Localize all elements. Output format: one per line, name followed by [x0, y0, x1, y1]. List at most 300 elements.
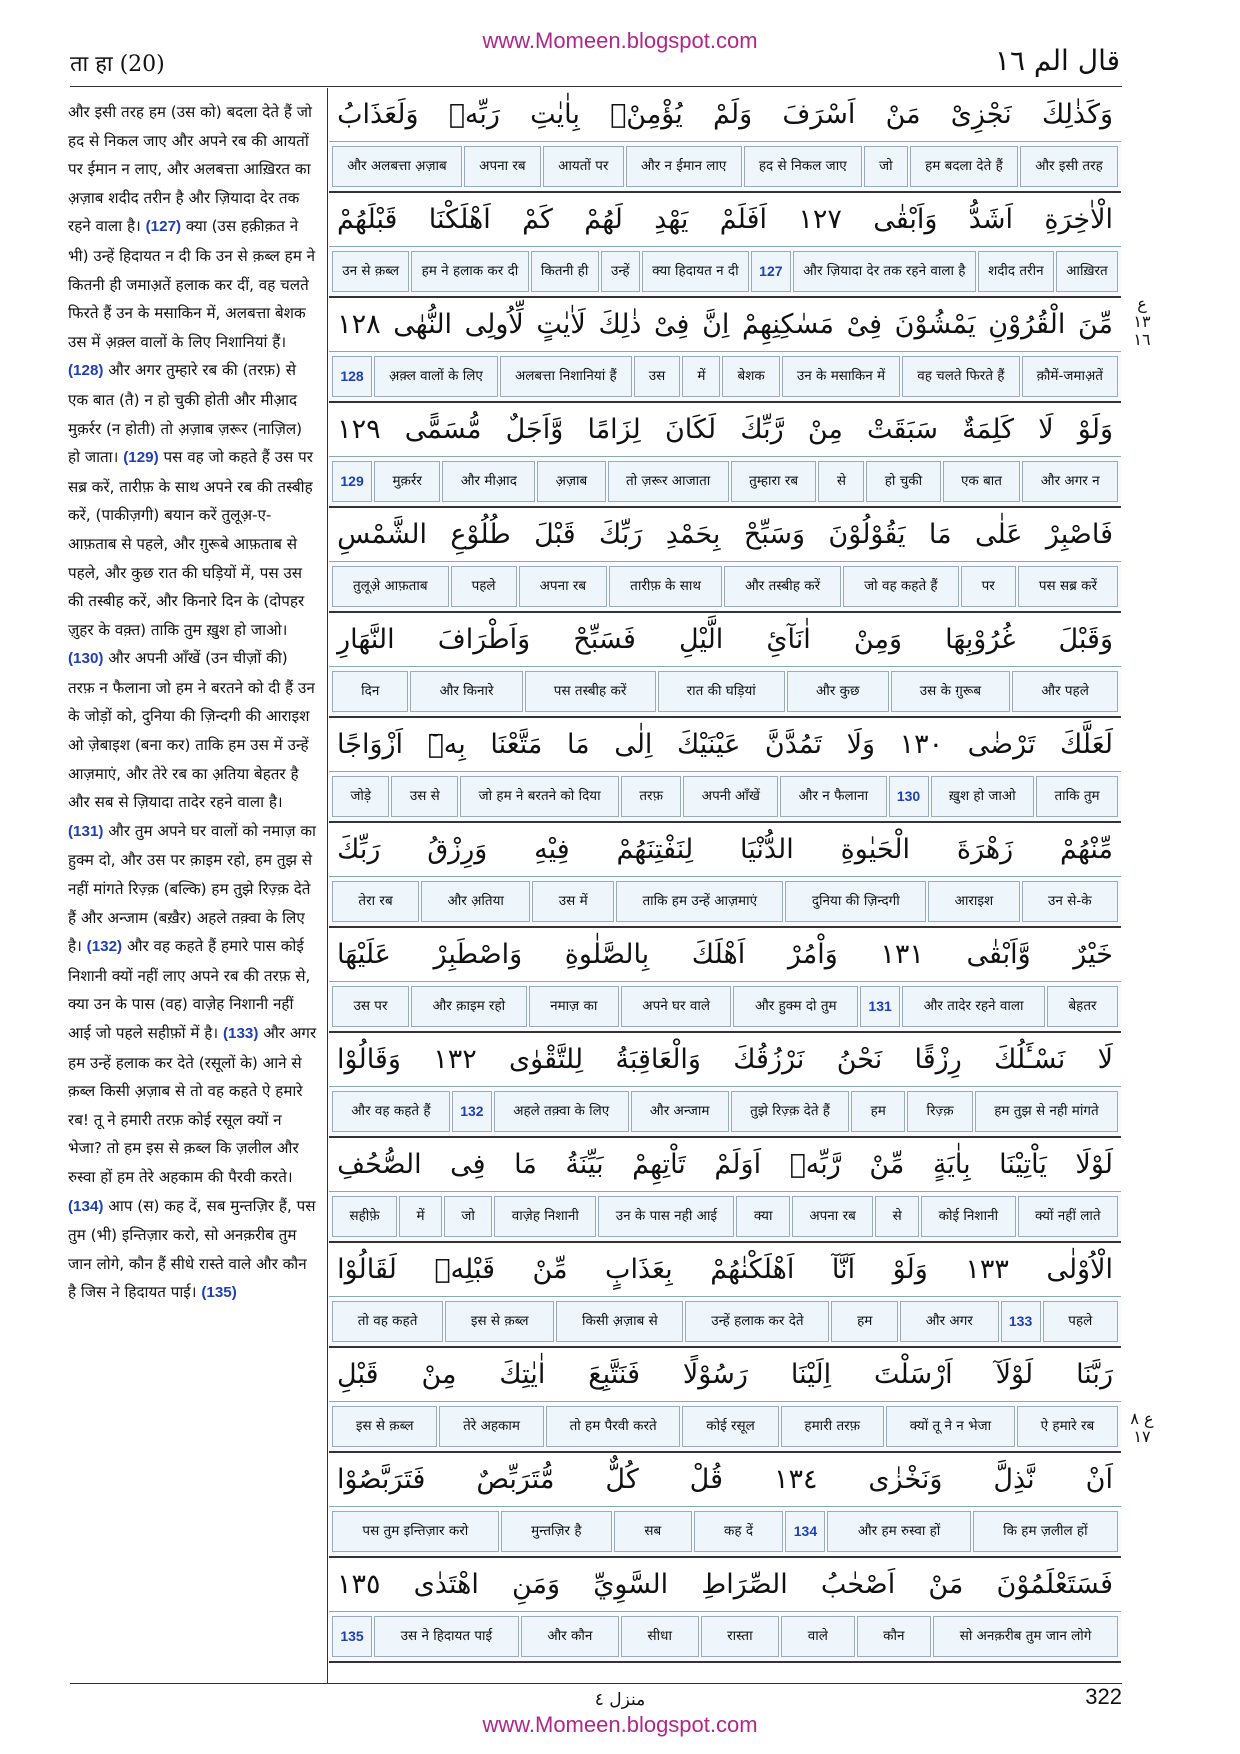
arabic-word: فَسَبِّحْ — [573, 624, 636, 655]
meaning-cell: और न ईमान लाए — [626, 146, 742, 187]
arabic-word: لَهُمْ — [584, 204, 623, 235]
meaning-cell: क्यों तू ने न भेजा — [886, 1406, 1015, 1447]
meaning-cell: उस — [634, 356, 681, 397]
bottom-rule — [70, 1683, 1122, 1684]
meaning-cell: और कौन — [521, 1616, 619, 1657]
arabic-word: وَسَبِّحْ — [743, 519, 806, 550]
meaning-row — [329, 1402, 1121, 1453]
meaning-cell: हम — [831, 1301, 898, 1342]
verse-number: (128) — [68, 362, 104, 380]
meaning-row — [329, 877, 1121, 928]
word-by-word-panel — [329, 88, 1121, 1663]
meaning-cell: उस से — [391, 776, 458, 817]
meaning-row — [329, 667, 1121, 718]
arabic-word: مَا — [566, 729, 590, 760]
arabic-word: رَسُوْلًا — [682, 1359, 748, 1390]
arabic-word: مِنْ — [421, 1359, 457, 1390]
arabic-word: وَلَوْ — [892, 1254, 928, 1285]
arabic-word: الصِّرَاطِ — [701, 1569, 788, 1600]
meaning-cell: वाले — [781, 1616, 854, 1657]
meaning-cell: बेहतर — [1047, 986, 1118, 1027]
arabic-word: الْاُوْلٰى — [1046, 1254, 1113, 1285]
arabic-word: وَلَمْ — [712, 99, 753, 130]
arabic-word: مِنْ — [807, 414, 843, 445]
meaning-cell: तो हम पैरवी करते — [546, 1406, 681, 1447]
meaning-cell: उन के मसाकिन में — [782, 356, 900, 397]
arabic-verse-line — [329, 88, 1121, 142]
meaning-row — [329, 457, 1121, 508]
arabic-word: الدُّنْيَا — [740, 834, 794, 865]
arabic-word: تَمُدَّنَّ — [764, 729, 822, 760]
meaning-cell: अ़ज़ाब — [537, 461, 605, 502]
arabic-word: لَوْلَآ — [995, 1359, 1034, 1390]
arabic-word: ١٢٨ — [337, 309, 381, 340]
arabic-word: ١٣٠ — [899, 729, 944, 760]
arabic-word: لِّاُولِى — [464, 309, 524, 340]
para-name: قال الم ١٦ — [994, 44, 1120, 77]
ruku-mark-2: ع ٨ ١٧ — [1130, 1409, 1154, 1446]
arabic-word: نَحْنُ — [836, 1044, 883, 1075]
translation-text: पस वह जो कहते हैं उस पर सब्र करें, तारीफ़ के साथ अपने रब की तस्बीह करें, (पाकीज़गी) बयान करें तुलूअ़-ए-आफ़ताब से पहले, और ग़ुरूबे आफ़ताब से पहले, और कुछ रात की घड़ियों में, पस उस की तस्बीह करें, और किनारे दिन के (दोपहर ज़ुहर के वक़्त) ताकि तुम ख़ुश हो जाओ। — [68, 448, 313, 639]
arabic-word: فَاصْبِرْ — [1045, 519, 1113, 550]
arabic-word: كَلِمَةٌ — [962, 414, 1015, 445]
arabic-verse-line — [329, 613, 1121, 667]
meaning-cell: और तस्बीह करें — [724, 566, 841, 607]
arabic-word: اٰنَآئِ — [766, 624, 811, 655]
arabic-word: ١٣٤ — [773, 1464, 818, 1495]
meaning-cell: कि हम ज़लील हों — [973, 1511, 1118, 1552]
arabic-word: قَبْلَ — [534, 519, 576, 550]
arabic-word: وَرِزْقُ — [427, 834, 488, 865]
translation-text: और अपनी आँखें (उन चीज़ों की) तरफ़ न फैलाना जो हम ने बरतने को दी हैं उन के जोड़ों को, दुनिया की ज़िन्दगी की आराइश ओ ज़ेबाइश (बना कर) ताकि हम उस में उन्हें आज़माएं, और तेरे रब का अ़तिया बेहतर है और सब से ज़ियादा तादेर रहने वाला है। — [68, 649, 315, 812]
meaning-cell: सीधा — [621, 1616, 699, 1657]
arabic-word: ١٣٥ — [337, 1569, 381, 1600]
meaning-cell: कह दें — [694, 1511, 784, 1552]
meaning-cell: रात की घड़ियां — [658, 671, 785, 712]
arabic-word: ١٣٢ — [433, 1044, 477, 1075]
meaning-cell: क्यों नहीं लाते — [1018, 1196, 1118, 1237]
arabic-word: اَرْسَلْتَ — [874, 1359, 953, 1390]
arabic-word: اِلٰى — [614, 729, 653, 760]
arabic-word: يَقُوْلُوْنَ — [828, 519, 906, 550]
arabic-word: رَّبِّكَ — [740, 414, 784, 445]
arabic-verse-line — [329, 928, 1121, 982]
arabic-word: لَقَالُوْا — [337, 1254, 397, 1285]
meaning-cell: और हुक्म दो तुम — [733, 986, 858, 1027]
arabic-word: نَّذِلَّ — [993, 1464, 1035, 1495]
meaning-cell: नमाज़ का — [529, 986, 619, 1027]
page-number: 322 — [1085, 1684, 1122, 1709]
meaning-cell: जोड़े — [332, 776, 390, 817]
arabic-word: بِحَمْدِ — [665, 519, 721, 550]
arabic-word: عَلَيْهَا — [337, 939, 391, 970]
arabic-word: نَرْزُقُكَ — [733, 1044, 805, 1075]
meaning-cell: जो हम ने बरतने को दिया — [460, 776, 619, 817]
arabic-word: الْقُرُوْنِ — [988, 309, 1066, 340]
meaning-cell: हम — [851, 1091, 905, 1132]
arabic-word: زَهْرَةَ — [956, 834, 1014, 865]
meaning-cell: शदीद तरीन — [978, 251, 1054, 292]
meaning-cell: और पहले — [1012, 671, 1118, 712]
arabic-word: وَاَبْقٰى — [873, 204, 938, 235]
translation-text: और अगर तुम्हारे रब की (तरफ़) से एक बात (तै) न हो चुकी होती और मीआ़द मुक़र्रर (न होती) तो अ़ज़ाब ज़रूर (नाज़िल) हो जाता। — [68, 361, 303, 467]
arabic-word: وَاْمُرْ — [787, 939, 838, 970]
meaning-cell: पहले — [1043, 1301, 1118, 1342]
meaning-cell: दिन — [332, 671, 408, 712]
arabic-word: اِلَيْنَا — [790, 1359, 832, 1390]
arabic-word: نَسْـَٔلُكَ — [994, 1044, 1066, 1075]
meaning-cell: से — [818, 461, 864, 502]
arabic-word: لَكَانَ — [664, 414, 717, 445]
arabic-word: مَا — [514, 1149, 537, 1180]
arabic-word: بِعَذَابٍ — [605, 1254, 673, 1285]
arabic-word: ١٢٩ — [337, 414, 381, 445]
meaning-cell: पर — [961, 566, 1016, 607]
arabic-word: تَاْتِهِمْ — [632, 1149, 686, 1180]
meaning-cell: में — [682, 356, 720, 397]
meaning-cell: में — [399, 1196, 442, 1237]
meaning-row — [329, 1507, 1121, 1558]
meaning-row — [329, 982, 1121, 1033]
verse-number: (135) — [201, 1284, 237, 1302]
meaning-cell: वाज़ेह निशानी — [494, 1196, 596, 1237]
arabic-verse-line — [329, 508, 1121, 562]
meaning-row — [329, 247, 1121, 298]
meaning-cell: अ़क़्ल वालों के लिए — [374, 356, 498, 397]
arabic-word: بِالصَّلٰوةِ — [564, 939, 650, 970]
arabic-word: تَرْضٰى — [967, 729, 1036, 760]
meaning-cell: उन से क़ब्ल — [332, 251, 409, 292]
arabic-word: مِّنَ — [1077, 309, 1113, 340]
verse-number: (133) — [222, 1025, 259, 1042]
arabic-word: وَاصْطَبِرْ — [433, 939, 523, 970]
arabic-verse-line — [329, 1348, 1121, 1402]
arabic-word: اَوَلَمْ — [714, 1149, 762, 1180]
arabic-word: وَنَخْزٰى — [868, 1464, 943, 1495]
meaning-cell: अपना रब — [519, 566, 608, 607]
arabic-word: اَهْلَكْنَا — [428, 204, 491, 235]
arabic-word: رَبَّنَا — [1076, 1359, 1113, 1390]
arabic-word: لِنَفْتِنَهُمْ — [616, 834, 694, 865]
meaning-row — [329, 1192, 1121, 1243]
arabic-word: سَبَقَتْ — [867, 414, 938, 445]
meaning-cell: अपना रब — [792, 1196, 873, 1237]
arabic-word: مُّسَمًّى — [404, 414, 482, 445]
verse-number-cell: 130 — [889, 776, 929, 817]
meaning-cell: और इसी तरह — [1020, 146, 1118, 187]
arabic-word: ١٢٧ — [798, 204, 842, 235]
verse-number: (130) — [68, 650, 104, 668]
arabic-word: مِّنْ — [532, 1254, 568, 1285]
arabic-word: ١٣١ — [880, 939, 924, 970]
meaning-cell: से — [875, 1196, 919, 1237]
meaning-cell: और अ़तिया — [421, 881, 530, 922]
arabic-word: كَمْ — [522, 204, 553, 235]
meaning-cell: तुलूअ़े आफ़ताब — [332, 566, 449, 607]
arabic-verse-line — [329, 718, 1121, 772]
arabic-word: اَفَلَمْ — [719, 204, 768, 235]
arabic-word: وَّاَجَلٌ — [505, 414, 564, 445]
meaning-cell: सो अनक़रीब तुम जान लोगे — [933, 1616, 1118, 1657]
arabic-word: اهْتَدٰى — [413, 1569, 479, 1600]
arabic-word: وَلَوْ — [1077, 414, 1113, 445]
meaning-cell: आयतों पर — [543, 146, 624, 187]
arabic-word: فِيْهِ — [534, 834, 570, 865]
arabic-word: اَهْلَكْنٰهُمْ — [710, 1254, 795, 1285]
arabic-verse-line — [329, 1138, 1121, 1192]
verse-number-cell: 133 — [1001, 1301, 1041, 1342]
meaning-cell: एक बात — [943, 461, 1021, 502]
meaning-cell: बेशक — [722, 356, 779, 397]
arabic-word: وَلَعَذَابُ — [337, 99, 419, 130]
meaning-row — [329, 562, 1121, 613]
arabic-word: عَلٰى — [974, 519, 1023, 550]
arabic-word: بِاٰيَةٍ — [932, 1149, 971, 1180]
arabic-word: قَبْلِهٖ — [434, 1254, 496, 1285]
arabic-word: قَبْلَهُمْ — [337, 204, 398, 235]
meaning-cell: पस तस्बीह करें — [525, 671, 656, 712]
arabic-word: لَا — [1038, 414, 1054, 445]
arabic-word: مِّنْهُمْ — [1059, 834, 1113, 865]
meaning-cell: अलबत्ता निशानियां हैं — [500, 356, 632, 397]
meaning-cell: पस तुम इन्तिज़ार करो — [332, 1511, 499, 1552]
arabic-word: الَّيْلِ — [678, 624, 724, 655]
meaning-cell: रास्ता — [701, 1616, 780, 1657]
ruku-mark-1: ع ١٣ ١٦ — [1133, 294, 1151, 349]
arabic-word: يُؤْمِنْۢ — [610, 99, 683, 130]
meaning-cell: मुन्तज़िर है — [501, 1511, 612, 1552]
meaning-cell: क्या हिदायत न दी — [642, 251, 749, 292]
meaning-cell: आख़िरत — [1056, 251, 1118, 292]
meaning-cell: सहीफ़े — [332, 1196, 397, 1237]
meaning-cell: तुम्हारा रब — [731, 461, 817, 502]
arabic-word: نَجْزِىْ — [950, 99, 1012, 130]
meaning-cell: कोई रसूल — [682, 1406, 778, 1447]
arabic-word: طُلُوْعِ — [450, 519, 511, 550]
meaning-cell: वह चलते फिरते हैं — [902, 356, 1019, 397]
arabic-word: السَّوِيِّ — [593, 1569, 669, 1600]
meaning-cell: उस के ग़ुरूब — [891, 671, 1011, 712]
arabic-word: مُّتَرَبِّصٌ — [476, 1464, 555, 1495]
meaning-cell: पहले — [451, 566, 517, 607]
arabic-word: اَصْحٰبُ — [820, 1569, 896, 1600]
translation-column — [68, 98, 318, 1308]
arabic-verse-line — [329, 298, 1121, 352]
verse-number-cell: 127 — [751, 251, 791, 292]
arabic-word: وَمَنِ — [512, 1569, 561, 1600]
arabic-word: رَبِّكَ — [337, 834, 381, 865]
meaning-cell: कोई निशानी — [921, 1196, 1015, 1237]
meaning-cell: और अगर — [900, 1301, 999, 1342]
arabic-word: لِلتَّقْوٰى — [509, 1044, 584, 1075]
meaning-cell: उस पर — [332, 986, 409, 1027]
arabic-word: الْحَيٰوةِ — [840, 834, 911, 865]
arabic-word: وَلَا — [846, 729, 875, 760]
arabic-word: يَاْتِيْنَا — [999, 1149, 1047, 1180]
meaning-cell: हो चुकी — [866, 461, 940, 502]
verse-number-cell: 132 — [452, 1091, 492, 1132]
translation-text: आप (स) कह दें, सब मुन्तज़िर हैं, पस तुम (भी) इन्तिज़ार करो, सो अनक़रीब तुम जान लोगे, कौन हैं सीधे रास्ते वाले और कौन है जिस ने हिदायत पाई। — [68, 1196, 316, 1302]
arabic-verse-line — [329, 1558, 1121, 1612]
meaning-cell: पस सब्र करें — [1018, 566, 1118, 607]
meaning-cell: क़ौमें-जमाअ़तें — [1022, 356, 1118, 397]
arabic-word: قَبْلِ — [337, 1359, 379, 1390]
arabic-word: بِاٰيٰتِ — [530, 99, 580, 130]
arabic-word: رِزْقًا — [914, 1044, 962, 1075]
meaning-cell: और हम रुस्वा हों — [827, 1511, 970, 1552]
arabic-word: فِى — [450, 1149, 486, 1180]
top-rule — [70, 86, 1122, 87]
arabic-word: يَهْدِ — [654, 204, 689, 235]
meaning-cell: सब — [614, 1511, 692, 1552]
meaning-cell: तो ज़रूर आजाता — [608, 461, 729, 502]
arabic-word: وَقَبْلَ — [1058, 624, 1113, 655]
meaning-cell: हम बदला देते हैं — [910, 146, 1018, 187]
arabic-word: اٰيٰتِكَ — [499, 1359, 546, 1390]
arabic-word: بَيِّنَةُ — [565, 1149, 604, 1180]
manzil-label: منزل ٤ — [594, 1690, 646, 1710]
column-divider — [327, 88, 328, 1683]
arabic-word: عَيْنَيْكَ — [677, 729, 741, 760]
meaning-cell: उन के पास नही आई — [598, 1196, 734, 1237]
meaning-cell: इस से क़ब्ल — [445, 1301, 554, 1342]
meaning-cell: हम ने हलाक कर दी — [411, 251, 528, 292]
arabic-verse-line — [329, 823, 1121, 877]
meaning-cell: और वह कहते हैं — [332, 1091, 450, 1132]
meaning-cell: उन से-के — [1022, 881, 1118, 922]
arabic-verse-line — [329, 193, 1121, 247]
meaning-cell: तो वह कहते — [332, 1301, 443, 1342]
meaning-cell: ऐ हमारे रब — [1017, 1406, 1118, 1447]
surah-name: ता हा (20) — [70, 52, 165, 77]
meaning-cell: और ज़ियादा देर तक रहने वाला है — [793, 251, 976, 292]
meaning-cell: और अलबत्ता अ़ज़ाब — [332, 146, 462, 187]
meaning-cell: आराइश — [928, 881, 1019, 922]
arabic-word: يَمْشُوْنَ — [894, 309, 976, 340]
arabic-word: مَنْ — [885, 99, 921, 130]
meaning-cell: और अगर न — [1022, 461, 1118, 502]
arabic-word: رَبِّهٖ — [448, 99, 500, 130]
meaning-cell: ताकि तुम — [1036, 776, 1118, 817]
arabic-word: اَسْرَفَ — [782, 99, 856, 130]
meaning-cell: तरफ़ — [621, 776, 681, 817]
meaning-row — [329, 1297, 1121, 1348]
meaning-cell: और क़ाइम रहो — [411, 986, 527, 1027]
arabic-word: لِزَامًا — [587, 414, 641, 445]
header-url[interactable]: www.Momeen.blogspot.com — [482, 28, 758, 53]
arabic-word: مَا — [928, 519, 952, 550]
verse-number: (134) — [68, 1197, 104, 1215]
arabic-word: فَنَتَّبِعَ — [588, 1359, 640, 1390]
arabic-verse-line — [329, 1243, 1121, 1297]
meaning-row — [329, 772, 1121, 823]
arabic-word: فِىْ — [654, 309, 690, 340]
arabic-word: وَالْعَاقِبَةُ — [615, 1044, 701, 1075]
meaning-cell: मुक़र्रर — [374, 461, 440, 502]
meaning-cell: और तादेर रहने वाला — [902, 986, 1045, 1027]
arabic-word: فَسَتَعْلَمُوْنَ — [996, 1569, 1113, 1600]
arabic-word: بِهٖٓ — [427, 729, 466, 760]
translation-text: और अगर हम उन्हें हलाक कर देते (रसूलों के) आने से क़ब्ल किसी अ़ज़ाब से तो वह कहते ऐ हमारे रब! तू ने हमारी तरफ़ कोई रसूल क्यों न भेजा? तो हम इस से क़ब्ल कि ज़लील और रुस्वा हों हम तेरे अहकाम की पैरवी करते। — [68, 1024, 317, 1186]
arabic-word: ١٣٣ — [965, 1254, 1009, 1285]
meaning-cell: जो वह कहते हैं — [843, 566, 959, 607]
arabic-word: اَزْوَاجًا — [337, 729, 404, 760]
translation-text: और इसी तरह हम (उस को) बदला देते हैं जो हद से निकल जाए और अपने रब की आयतों पर ईमान न लाए, और अलबत्ता आख़िरत का अ़ज़ाब शदीद तरीन है और ज़ियादा देर तक रहने वाला है। — [68, 103, 312, 236]
arabic-word: كُلٌّ — [605, 1464, 639, 1495]
arabic-word: فَتَرَبَّصُوْا — [337, 1464, 426, 1495]
arabic-word: اَشَدُّ — [968, 204, 1014, 235]
arabic-word: لَوْلَا — [1075, 1149, 1113, 1180]
meaning-cell: उस में — [532, 881, 614, 922]
arabic-word: اَنْ — [1085, 1464, 1113, 1495]
arabic-word: قُلْ — [689, 1464, 723, 1495]
translation-text: क्या (उस हक़ीक़त ने भी) उन्हें हिदायत न दी कि उन से क़ब्ल हम ने कितनी ही जमाअ़तें हलाक कर दीं, वह चलते फिरते हैं उन के मसाकिन में, अलबत्ता बेशक उस में अ़क़्ल वालों के लिए निशानियां हैं। — [68, 217, 316, 351]
arabic-word: النَّهَارِ — [337, 624, 395, 655]
arabic-word: وَاَطْرَافَ — [437, 624, 531, 655]
verse-number: (129) — [123, 449, 159, 467]
meaning-cell: जो — [864, 146, 908, 187]
meaning-cell: ख़ुश हो जाओ — [931, 776, 1035, 817]
arabic-word: لَاٰيٰتٍ — [536, 309, 586, 340]
meaning-cell: तारीफ़ के साथ — [609, 566, 722, 607]
meaning-cell: इस से क़ब्ल — [332, 1406, 437, 1447]
verse-number-cell: 131 — [860, 986, 900, 1027]
meaning-cell: हमारी तरफ़ — [781, 1406, 884, 1447]
verse-number-cell: 135 — [332, 1616, 372, 1657]
meaning-cell: उन्हें — [601, 251, 640, 292]
verse-number: (131) — [68, 822, 104, 840]
arabic-verse-line — [329, 403, 1121, 457]
arabic-word: مِّنْ — [869, 1149, 905, 1180]
footer-url[interactable]: www.Momeen.blogspot.com — [482, 1712, 758, 1737]
meaning-cell: कौन — [857, 1616, 932, 1657]
arabic-word: رَبِّكَ — [599, 519, 643, 550]
meaning-cell: ताकि हम उन्हें आज़माएं — [616, 881, 783, 922]
arabic-word: مَنْ — [928, 1569, 964, 1600]
meaning-cell: अपने घर वाले — [621, 986, 732, 1027]
arabic-word: مَتَّعْنَا — [490, 729, 543, 760]
meaning-row — [329, 142, 1121, 193]
arabic-word: اَنَّآ — [831, 1254, 856, 1285]
arabic-word: اِنَّ — [702, 309, 730, 340]
arabic-word: وَكَذٰلِكَ — [1041, 99, 1113, 130]
meaning-row — [329, 1087, 1121, 1138]
translation-text: और तुम अपने घर वालों को नमाज़ का हुक्म दो, और उस पर क़ाइम रहो, हम तुझ से नहीं मांगते रिज़्क़ (बल्कि) हम तुझे रिज़्क़ देते हैं और अन्जाम (बख़ैर) अहले तक़्वा के लिए है। — [68, 821, 316, 956]
arabic-word: الشَّمْسِ — [337, 519, 427, 550]
meaning-cell: दुनिया की ज़िन्दगी — [785, 881, 926, 922]
meaning-row — [329, 352, 1121, 403]
meaning-cell: रिज़्क़ — [907, 1091, 973, 1132]
arabic-verse-line — [329, 1453, 1121, 1507]
arabic-verse-line — [329, 1033, 1121, 1087]
arabic-word: الْاٰخِرَةِ — [1044, 204, 1113, 235]
arabic-word: اَهْلَكَ — [691, 939, 746, 970]
meaning-cell: कितनी ही — [531, 251, 599, 292]
arabic-word: لَا — [1097, 1044, 1113, 1075]
meaning-cell: अपनी आँखें — [683, 776, 778, 817]
arabic-word: وَقَالُوْا — [337, 1044, 401, 1075]
meaning-cell: जो — [444, 1196, 492, 1237]
arabic-word: النُّهٰى — [393, 309, 453, 340]
arabic-word: مَسٰكِنِهِمْ — [742, 309, 835, 340]
meaning-cell: और किनारे — [410, 671, 522, 712]
meaning-cell: उन्हें हलाक कर देते — [685, 1301, 829, 1342]
meaning-cell: अहले तक़्वा के लिए — [494, 1091, 629, 1132]
verse-number-cell: 134 — [785, 1511, 825, 1552]
meaning-cell: हद से निकल जाए — [744, 146, 862, 187]
arabic-word: رَّبِّهٖ — [789, 1149, 841, 1180]
meaning-cell: क्या — [736, 1196, 789, 1237]
